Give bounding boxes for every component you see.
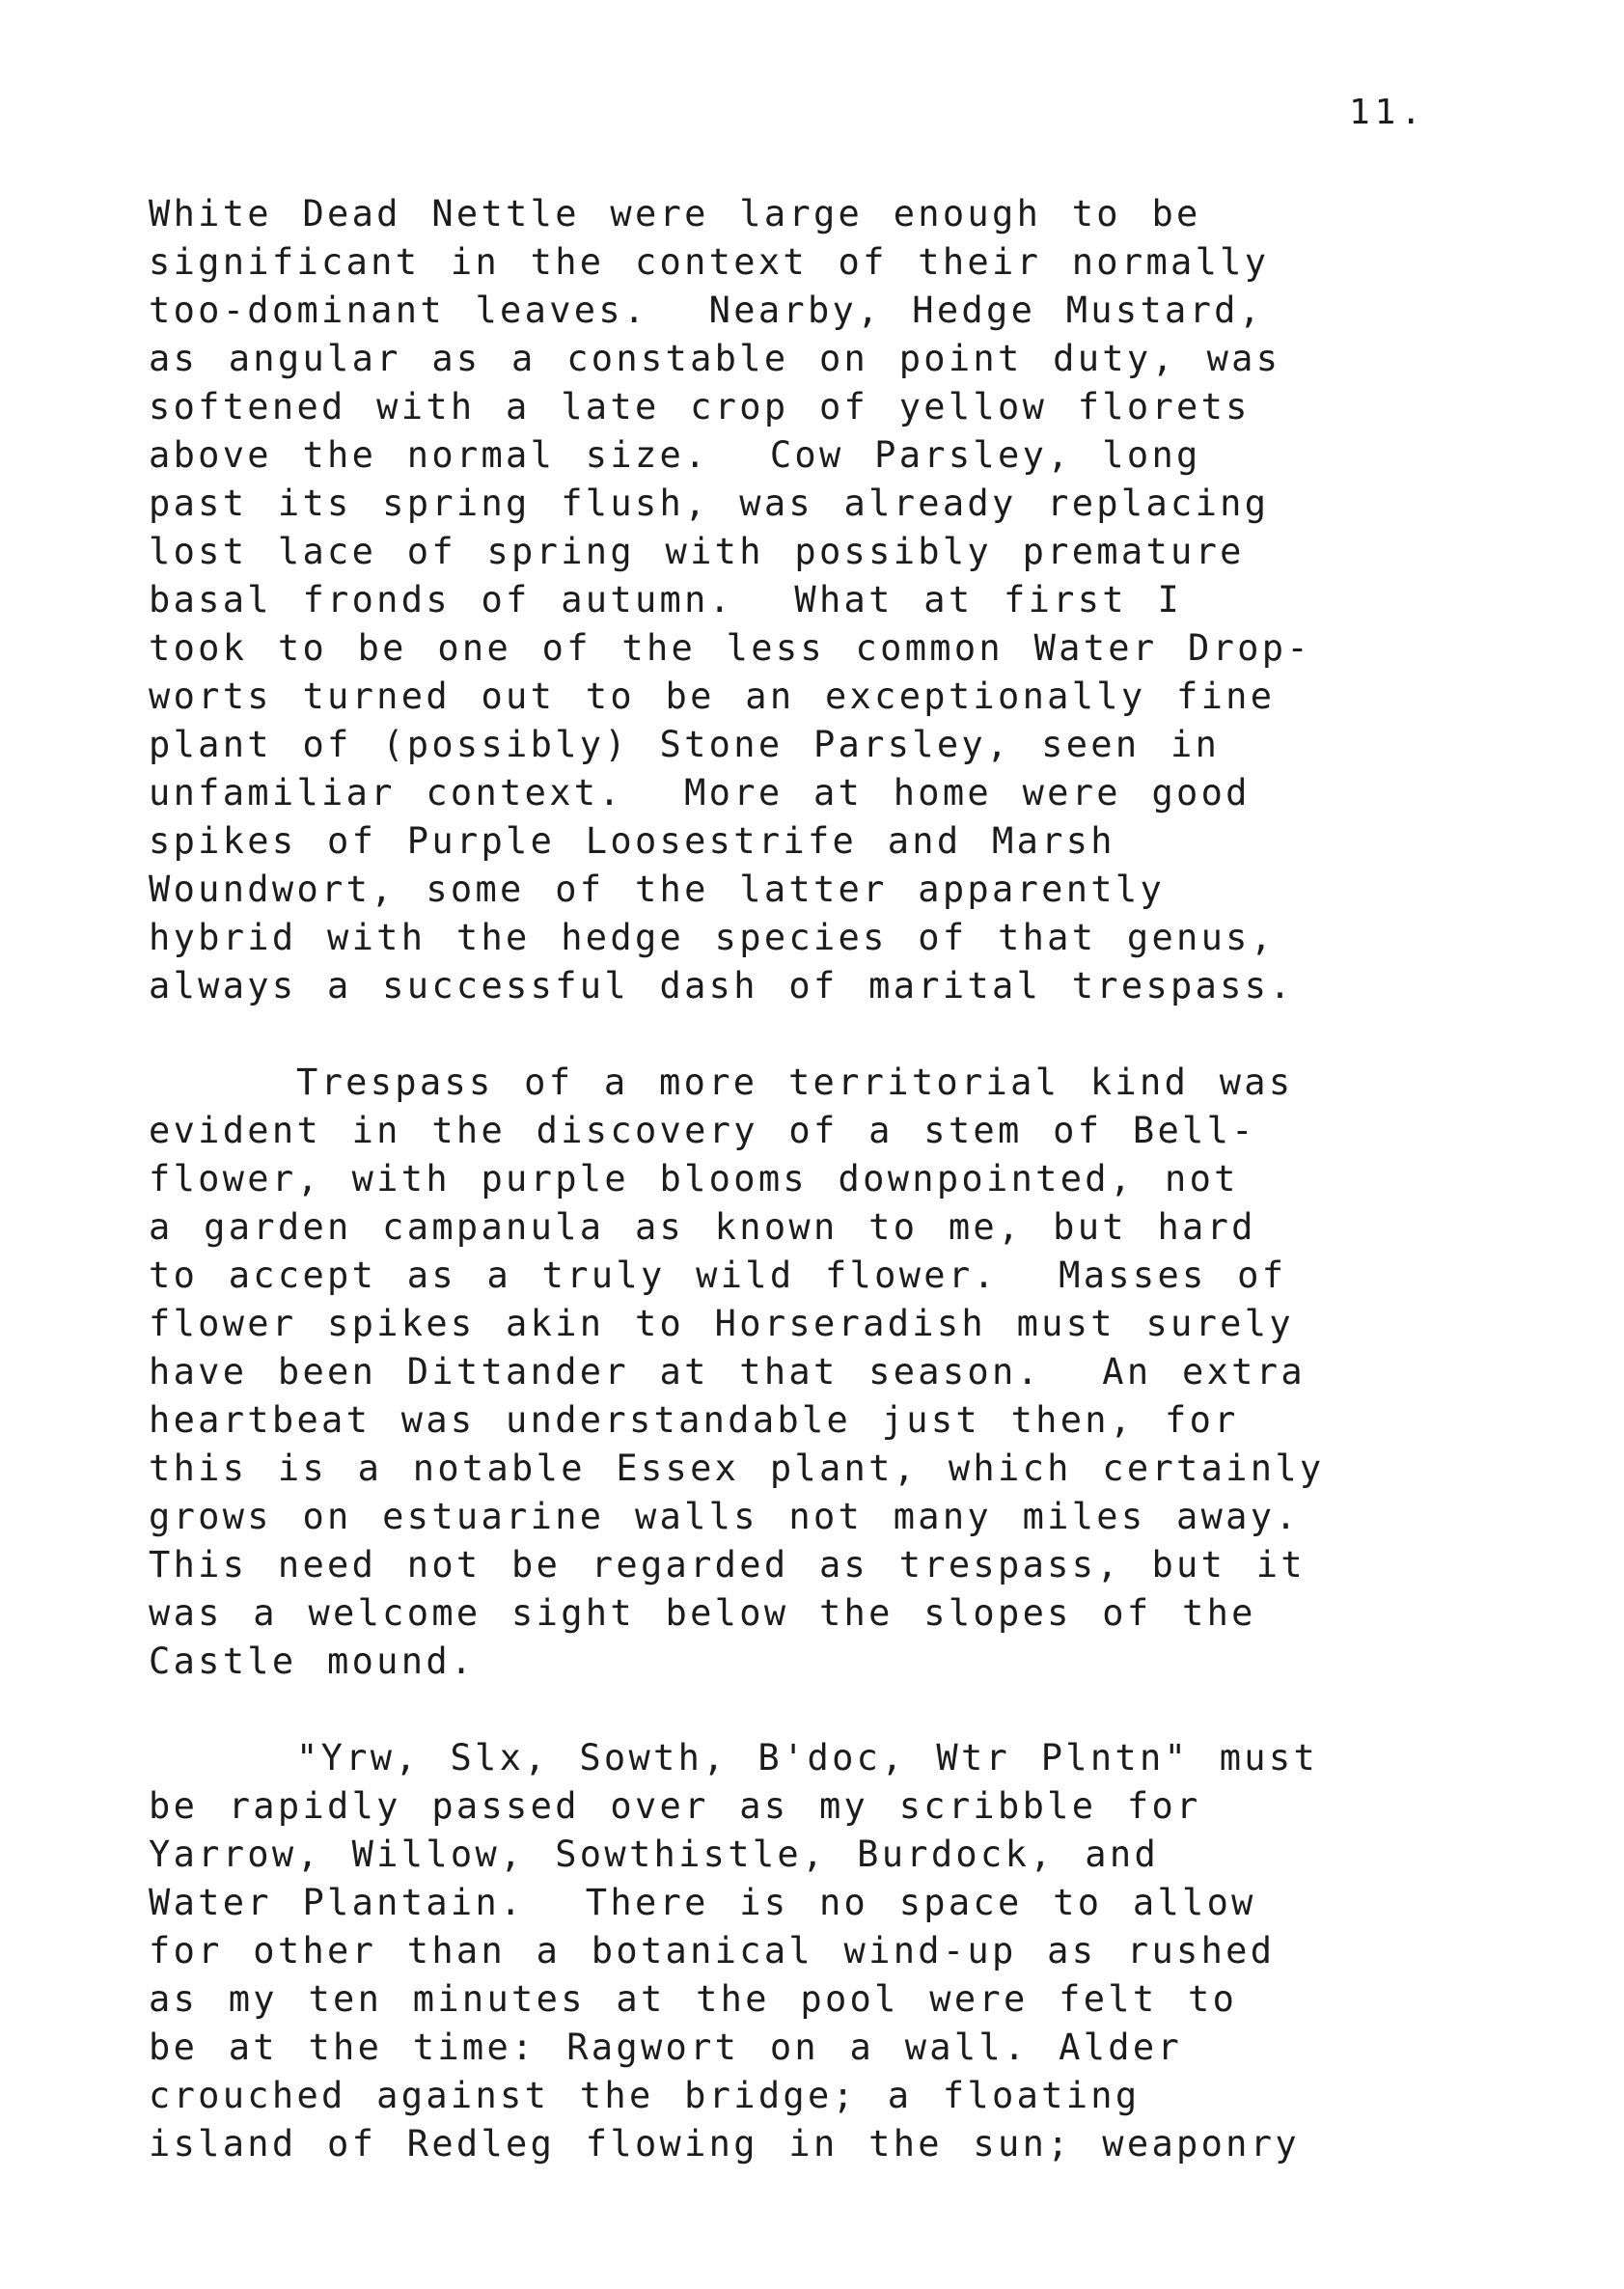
- text-line: hybrid with the hedge species of that genus,: [149, 917, 1276, 958]
- text-line: too-dominant leaves. Nearby, Hedge Mustard,: [149, 290, 1264, 331]
- text-line: White Dead Nettle were large enough to be: [149, 193, 1201, 234]
- text-line: always a successful dash of marital trespass.: [149, 965, 1294, 1007]
- text-line: Trespass of a more territorial kind was: [296, 1062, 1294, 1103]
- text-line: past its spring flush, was already replacing: [149, 483, 1270, 524]
- text-line: flower, with purple blooms downpointed, not: [149, 1158, 1239, 1200]
- text-line: unfamiliar context. More at home were good: [149, 772, 1251, 814]
- text-line: softened with a late crop of yellow florets: [149, 386, 1251, 427]
- text-line: to accept as a truly wild flower. Masses of: [149, 1255, 1287, 1296]
- text-line: worts turned out to be an exceptionally fine: [149, 676, 1276, 717]
- text-line: this is a notable Essex plant, which certainly: [149, 1448, 1325, 1489]
- text-line: significant in the context of their normally: [149, 241, 1270, 283]
- text-line: "Yrw, Slx, Sowth, B'doc, Wtr Plntn" must: [296, 1737, 1319, 1779]
- text-line: have been Dittander at that season. An extra: [149, 1351, 1306, 1393]
- text-line: Castle mound.: [149, 1641, 476, 1682]
- text-line: grows on estuarine walls not many miles away.: [149, 1496, 1300, 1537]
- text-line: Woundwort, some of the latter apparently: [149, 869, 1166, 910]
- text-line: be rapidly passed over as my scribble for: [149, 1785, 1201, 1827]
- text-line: Water Plantain. There is no space to allow: [149, 1882, 1256, 1923]
- text-line: heartbeat was understandable just then, for: [149, 1399, 1239, 1441]
- text-line: basal fronds of autumn. What at first I: [149, 579, 1183, 621]
- text-line: be at the time: Ragwort on a wall. Alder: [149, 2027, 1183, 2068]
- text-line: as my ten minutes at the pool were felt to: [149, 1978, 1238, 2020]
- text-line: lost lace of spring with possibly premature: [149, 531, 1245, 572]
- page-number: 11.: [1349, 93, 1427, 132]
- text-line: flower spikes akin to Horseradish must surely: [149, 1303, 1294, 1344]
- text-line: Yarrow, Willow, Sowthistle, Burdock, and: [149, 1834, 1160, 1875]
- text-line: as angular as a constable on point duty, was: [149, 338, 1281, 379]
- text-line: plant of (possibly) Stone Parsley, seen in: [149, 724, 1221, 765]
- text-line: crouched against the bridge; a floating: [149, 2075, 1141, 2116]
- text-line: took to be one of the less common Water Drop-: [149, 627, 1311, 669]
- text-line: evident in the discovery of a stem of Bell-: [149, 1110, 1256, 1151]
- text-line: a garden campanula as known to me, but hard: [149, 1206, 1256, 1248]
- text-line: above the normal size. Cow Parsley, long: [149, 434, 1201, 476]
- text-line: for other than a botanical wind-up as rushed: [149, 1930, 1276, 1972]
- text-line: island of Redleg flowing in the sun; weaponry: [149, 2123, 1300, 2165]
- text-line: spikes of Purple Loosestrife and Marsh: [149, 820, 1115, 862]
- text-line: was a welcome sight below the slopes of the: [149, 1592, 1256, 1634]
- text-line: This need not be regarded as trespass, but it: [149, 1544, 1306, 1586]
